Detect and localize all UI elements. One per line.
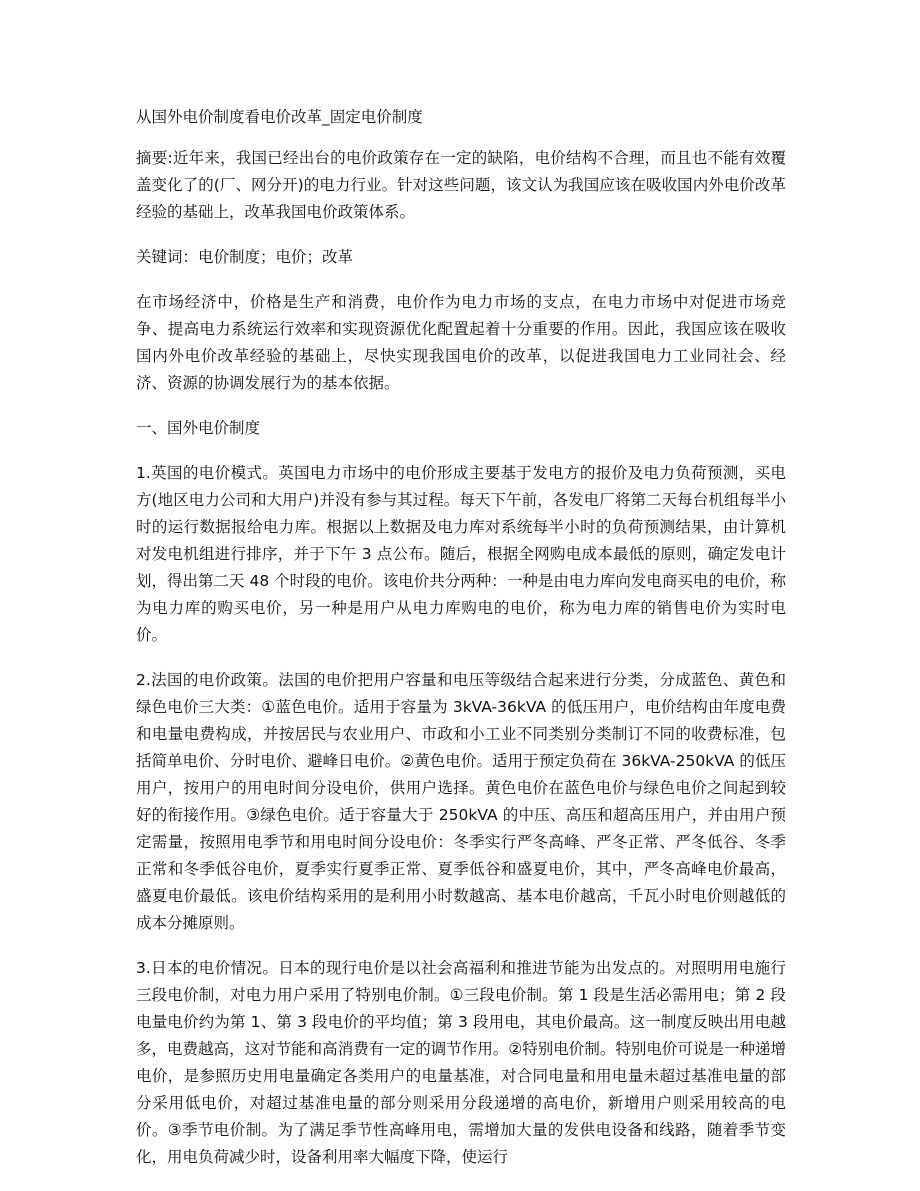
keywords-line: 关键词：电价制度；电价；改革	[136, 248, 354, 266]
japan-paragraph: 3.日本的电价情况。日本的现行电价是以社会高福利和推进节能为出发点的。对照明用电施行三段电价制，对电力用户采用了特别电价制。①三段电价制。第 1 段是生活必需用电；第 2 段电量电价约为第 1、第 3 段电价的平均值；第 3 段用电，其电价最高。这一制度反映出用电越多，电费越高，这对节能和高消费有一定的调节作用。②特别电价制。特别电价可说是一种递增电价，是参照历史用电量确定各类用户的电量基准，对合同电量和用电量未超过基准电量的部分采用低电价，对超过基准电量的部分则采用分段递增的高电价，新增用户则采用较高的电价。③季节电价制。为了满足季节性高峰用电，需增加大量的发供电设备和线路，随着季节变化，用电负荷减少时，设备利用率大幅度下降，使运行	[136, 959, 786, 1166]
intro-paragraph: 在市场经济中，价格是生产和消费，电价作为电力市场的支点，在电力市场中对促进市场竞争、提高电力系统运行效率和实现资源优化配置起着十分重要的作用。因此，我国应该在吸收国内外电价改革经验的基础上，尽快实现我国电价的改革，以促进我国电力工业同社会、经济、资源的协调发展行为的基本依据。	[136, 293, 786, 392]
uk-paragraph: 1.英国的电价模式。英国电力市场中的电价形成主要基于发电方的报价及电力负荷预测，买电方(地区电力公司和大用户)并没有参与其过程。每天下午前，各发电厂将第二天每台机组每半小时的运行数据报给电力库。根据以上数据及电力库对系统每半小时的负荷预测结果，由计算机对发电机组进行排序，并于下午 3 点公布。随后，根据全网购电成本最低的原则，确定发电计划，得出第二天 48 个时段的电价。该电价共分两种：一种是由电力库向发电商买电的电价，称为电力库的购买电价，另一种是用户从电力库购电的电价，称为电力库的销售电价为实时电价。	[136, 464, 786, 644]
france-paragraph: 2.法国的电价政策。法国的电价把用户容量和电压等级结合起来进行分类，分成蓝色、黄色和绿色电价三大类：①蓝色电价。适用于容量为 3kVA-36kVA 的低压用户，电价结构由年度电费和电量电费构成，并按居民与农业用户、市政和小工业不同类别分类制订不同的收费标准，包括简单电价、分时电价、避峰日电价。②黄色电价。适用于预定负荷在 36kVA-250kVA 的低压用户，按用户的用电时间分设电价，供用户选择。黄色电价在蓝色电价与绿色电价之间起到较好的衔接作用。③绿色电价。适于容量大于 250kVA 的中压、高压和超高压用户，并由用户预定需量，按照用电季节和用电时间分设电价：冬季实行严冬高峰、严冬正常、严冬低谷、冬季正常和冬季低谷电价，夏季实行夏季正常、夏季低谷和盛夏电价，其中，严冬高峰电价最高，盛夏电价最低。该电价结构采用的是利用小时数越高、基本电价越高，千瓦小时电价则越低的成本分摊原则。	[136, 671, 786, 932]
section-heading: 一、国外电价制度	[136, 419, 261, 437]
abstract-paragraph: 摘要:近年来，我国已经出台的电价政策存在一定的缺陷，电价结构不合理，而且也不能有效覆盖变化了的(厂、网分开)的电力行业。针对这些问题，该文认为我国应该在吸收国内外电价改革经验的基础上，改革我国电价政策体系。	[136, 149, 786, 221]
document-page	[136, 104, 786, 1189]
document-title: 从国外电价制度看电价改革_固定电价制度	[136, 108, 423, 126]
